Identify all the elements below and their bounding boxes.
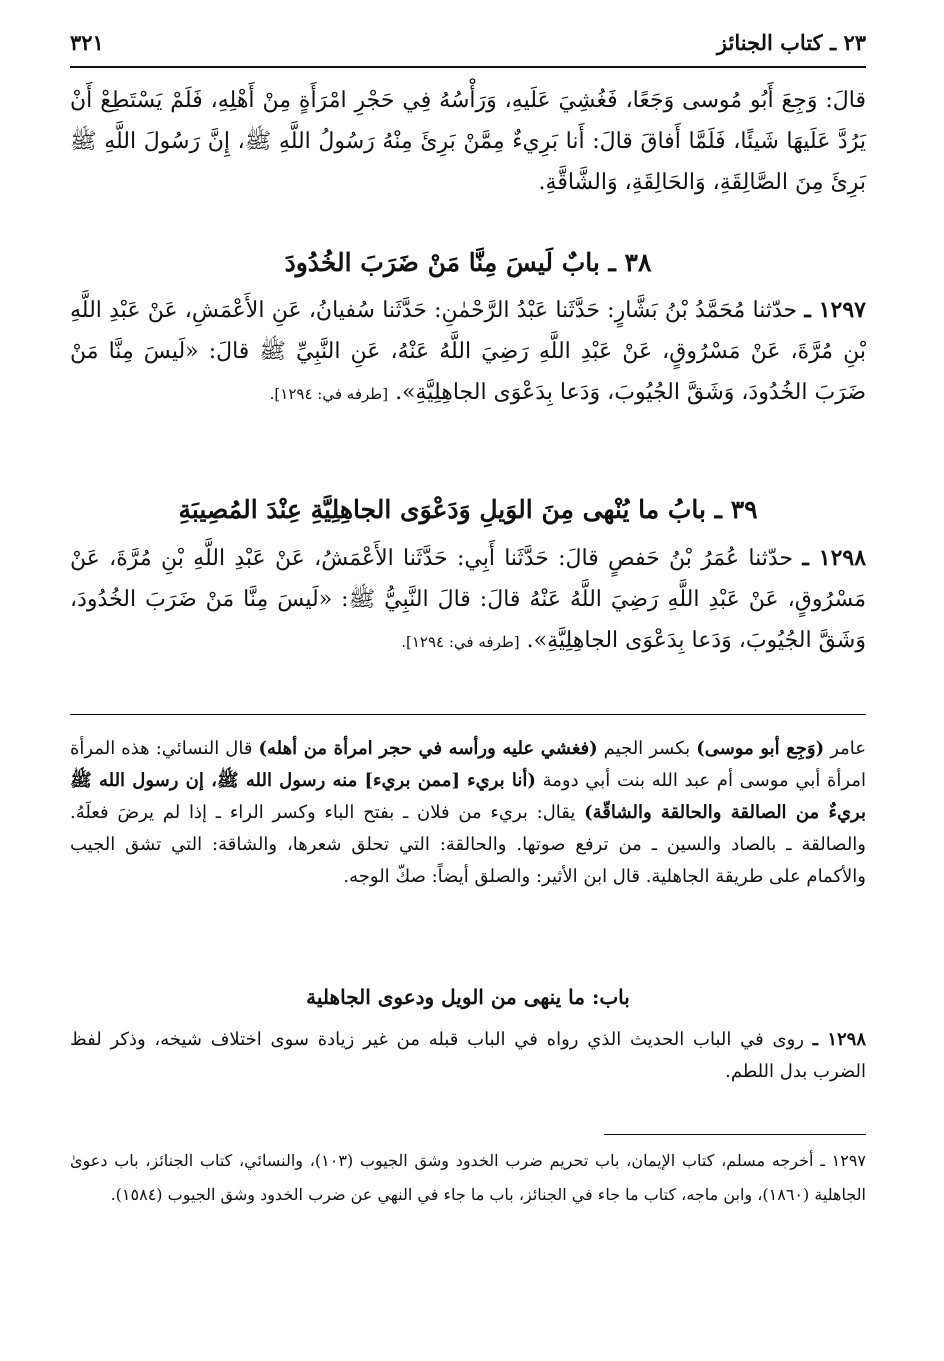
cross-reference: [طرفه في: ١٢٩٤]. (401, 633, 520, 651)
hadith-text: حدّثنا عُمَرُ بْنُ حَفصٍ قالَ: حَدَّثَنا أَبِي: حَدَّثَنا الأَعْمَشُ، عَنْ عَبْدِ اللَّهِ بْنِ مُرَّةَ، عَنْ مَسْرُوقٍ، عَنْ عَبْدِ اللَّهِ رَضِيَ اللَّهُ عَنْهُ قالَ: قالَ النَّبِيُّ ﷺ: «لَيسَ مِنَّا مَنْ ضَرَبَ الخُدُودَ، وَشَقَّ الجُيُوبَ، وَدَعا بِدَعْوَى الجاهِلِيَّةِ». (70, 546, 866, 653)
commentary-quote: (فغشي عليه ورأسه في حجر امرأة من أهله) (258, 738, 598, 759)
commentary-paragraph-1 (70, 733, 866, 893)
commentary-bab-title: باب: ما ينهى من الويل ودعوى الجاهلية (306, 985, 630, 1009)
continued-hadith-text: قالَ: وَجِعَ أَبُو مُوسى وَجَعًا، فَغُشِيَ عَلَيهِ، وَرَأْسُهُ فِي حَجْرِ امْرَأَةٍ مِنْ أَهْلِهِ، فَلَمْ يَسْتَطِعْ أَنْ يَرُدَّ عَلَيهَا شَيئًا، فَلَمَّا أَفاقَ قالَ: أَنا بَرِيءٌ مِمَّنْ بَرِئَ مِنْهُ رَسُولُ اللَّهِ ﷺ، إِنَّ رَسُولَ اللَّهِ ﷺ بَرِئَ مِنَ الصَّالِقَةِ، وَالحَالِقَةِ، وَالشَّاقَّةِ. (70, 88, 866, 195)
footnote-1297: ١٢٩٧ ـ أخرجه مسلم، كتاب الإيمان، باب تحريم ضرب الخدود وشق الجيوب (١٠٣)، والنسائي، كتاب الجنائز، باب دعوىٰ الجاهلية (١٨٦٠)، وابن ماجه، كتاب ما جاء في الجنائز، باب ما جاء في النهي عن ضرب الخدود وشق الجيوب (١٥٨٤). (70, 1151, 867, 1204)
cross-reference: [طرفه في: ١٢٩٤]. (269, 385, 389, 403)
commentary-text: قال النسائي: هذه المرأة امرأة أبي موسى أم عبد الله بنت أبي دومة (70, 738, 867, 791)
commentary-hadith-number: ١٢٩٨ ـ (812, 1029, 867, 1050)
hadith-1298 (70, 538, 866, 663)
header-rule (70, 66, 866, 68)
text-commentary-separator (70, 714, 866, 715)
hadith-number: ١٢٩٧ ـ (804, 297, 866, 323)
commentary-text: بكسر الجيم (597, 738, 697, 759)
commentary-text: يقال: بريء من فلان ـ بفتح الباء وكسر الراء ـ إذا لم يرضَ فعلَهُ. والصالقة ـ بالصاد والسين ـ من ترفع صوتها. والحالقة: التي تحلق شعرها، والشاقة: التي تشق الجيب والأكمام على طريقة الجاهلية. قال ابن الأثير: والصلق أيضاً: صكّ الوجه. (70, 802, 866, 887)
running-header (70, 28, 866, 58)
bab-39-title: ٣٩ ـ بابُ ما يُنْهى مِنَ الوَيلِ وَدَعْوَى الجاهِلِيَّةِ عِنْدَ المُصِيبَةِ (178, 495, 758, 524)
hadith-text: حدّثنا مُحَمَّدُ بْنُ بَشَّارٍ: حَدَّثَنا عَبْدُ الرَّحْمٰنِ: حَدَّثَنا سُفيانُ، عَنِ الأَعْمَشِ، عَنْ عَبْدِ اللَّهِ بْنِ مُرَّةَ، عَنْ مَسْرُوقٍ، عَنْ عَبْدِ اللَّهِ رَضِيَ اللَّهُ عَنْهُ، عَنِ النَّبِيِّ ﷺ قالَ: «لَيسَ مِنَّا مَنْ ضَرَبَ الخُدُودَ، وَشَقَّ الجُيُوبَ، وَدَعا بِدَعْوَى الجاهِلِيَّةِ». (70, 298, 866, 405)
commentary-text: روى في الباب الحديث الذي رواه في الباب قبله من غير زيادة سوى اختلاف شيخه، وذكر لفظ الضرب بدل اللطم. (70, 1029, 866, 1082)
footnote-rule (604, 1134, 866, 1135)
bab-38-title: ٣٨ ـ بابٌ لَيسَ مِنَّا مَنْ ضَرَبَ الخُدُودَ (284, 248, 652, 277)
page-number: ٣٢١ (70, 30, 104, 55)
commentary-quote: (أنا بريء [ممن بريء] منه رسول الله ﷺ، إن رسول الله ﷺ بريءٌ من الصالقة والحالقة والشاقّة) (70, 770, 866, 823)
hadith-1297 (70, 290, 866, 415)
commentary-text: عامر (824, 738, 866, 759)
commentary-quote: (وَجِع أبو موسى) (696, 738, 825, 759)
hadith-number: ١٢٩٨ ـ (802, 545, 867, 571)
commentary-paragraph-2 (70, 1024, 866, 1088)
chapter-title: ٢٣ ـ كتاب الجنائز (716, 30, 866, 55)
